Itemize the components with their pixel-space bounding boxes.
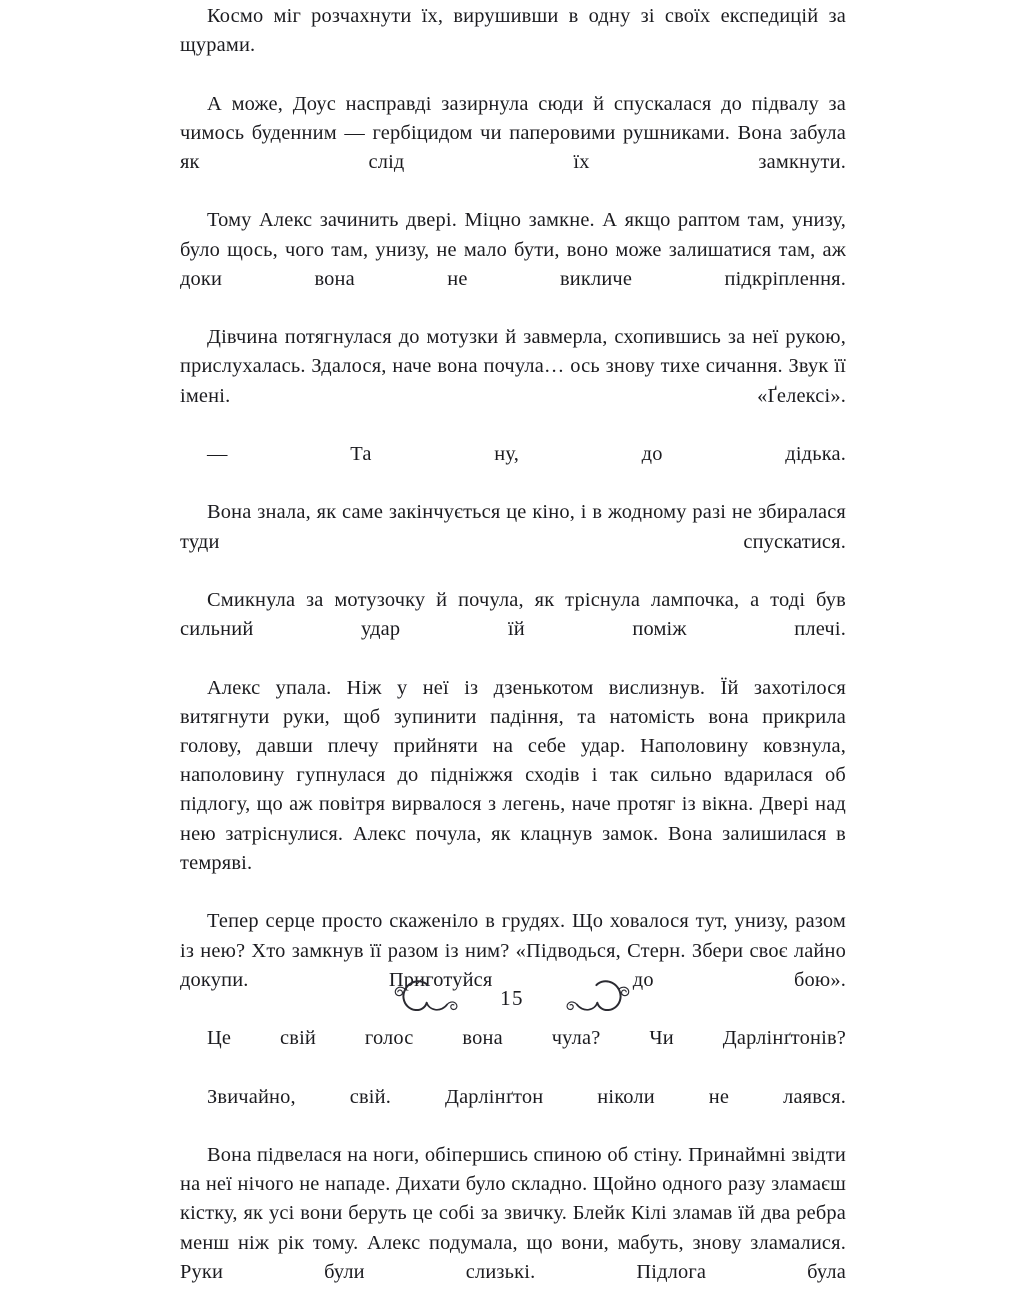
paragraph: Тому Алекс зачинить двері. Міцно замкне. А якщо раптом там, унизу, було щось, чого там, унизу, не мало бути, воно може залишатися там, аж доки вона не викличе підкріплення. bbox=[180, 209, 846, 290]
paragraph: А може, Доус насправді зазирнула сюди й спускалася до підвалу за чимось буденним — гербіцидом чи паперовими рушниками. Вона забула як слід їх замкнути. bbox=[180, 92, 846, 174]
paragraph: Алекс упала. Ніж у неї із дзенькотом вислизнув. Їй захотілося витягнути руки, щоб зупинити падіння, та натомість вона прикрила голову, давши плечу прийняти на себе удар. Наполовину ковзнула, наполовину гупнулася до підніжжя сходів і так сильно вдарилася об підлогу, що аж повітря вирвалося з легень, наче протяг із вікна. Двері над нею затріснулися. Алекс почула, як клацнув замок. Вона залишилася в темряві. bbox=[180, 676, 846, 874]
paragraph: Тепер серце просто скаженіло в грудях. Що ховалося тут, унизу, разом із нею? Хто замкнув її разом із ним? «Підводься, Стерн. Збери своє лайно докупи. Приготуйся до бою». bbox=[180, 910, 846, 991]
page-footer bbox=[0, 972, 1024, 1024]
paragraph: Дівчина потягнулася до мотузки й завмерла, схопившись за неї рукою, прислухалась. Здалося, наче вона почула… ось знову тихе сичання. Звук її імені. «Ґелексі». bbox=[180, 326, 846, 407]
paragraph: Вона підвелася на ноги, обіпершись спиною об стіну. Принаймні звідти на неї нічого не нападе. Дихати було складно. Щойно одного разу зламаєш кістку, як усі вони беруть це собі за звичку. Блейк Кілі зламав їй два ребра менш ніж рік тому. Алекс подумала, що вони, мабуть, знову зламалися. Руки були слизькі. Підлога була bbox=[180, 1143, 846, 1283]
paragraph: Смикнула за мотузочку й почула, як тріснула лампочка, а тоді був сильний удар їй поміж плечі. bbox=[180, 589, 846, 641]
paragraph: Звичайно, свій. Дарлінґтон ніколи не лаявся. bbox=[207, 1085, 846, 1108]
page-number: 15 bbox=[500, 985, 524, 1010]
body-text-column bbox=[180, 2, 846, 1316]
paragraph-dialogue: — Та ну, до дідька. bbox=[207, 443, 846, 466]
paragraph: Вона знала, як саме закінчується це кіно, і в жодному разі не збиралася туди спускатися. bbox=[180, 501, 846, 553]
flourish-left-icon bbox=[391, 978, 469, 1018]
paragraph: Це свій голос вона чула? Чи Дарлінґтонів? bbox=[207, 1027, 846, 1050]
flourish-right-icon bbox=[555, 978, 633, 1018]
paragraph: Космо міг розчахнути їх, вирушивши в одну зі своїх експедицій за щурами. bbox=[180, 5, 846, 57]
